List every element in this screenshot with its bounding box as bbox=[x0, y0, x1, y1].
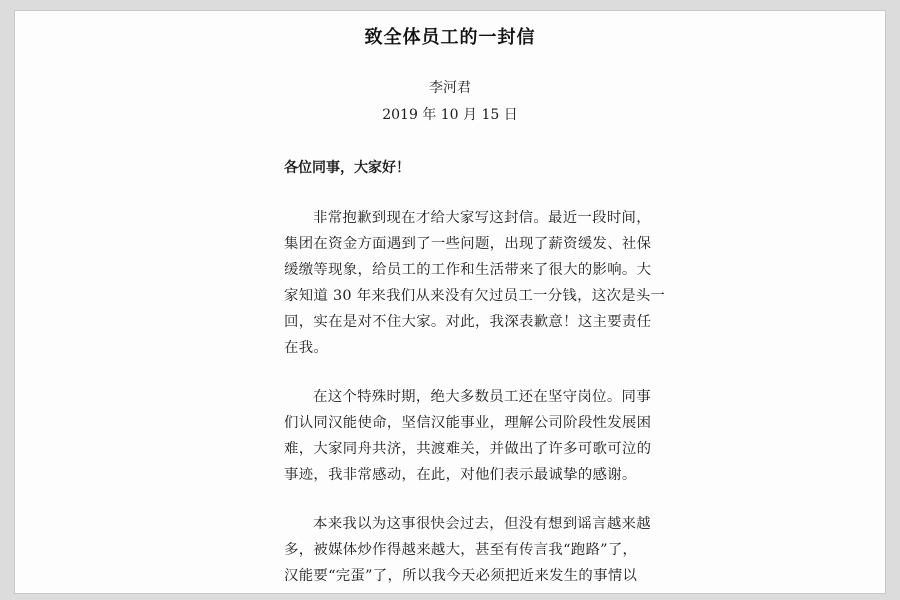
paragraph-line: 们认同汉能使命，坚信汉能事业，理解公司阶段性发展困 bbox=[284, 415, 652, 431]
letter-author: 李河君 bbox=[429, 80, 471, 96]
letter-page bbox=[14, 10, 886, 594]
paragraph-line: 事迹，我非常感动，在此，对他们表示最诚挚的感谢。 bbox=[284, 467, 637, 483]
paragraph-line: 集团在资金方面遇到了一些问题，出现了薪资缓发、社保 bbox=[284, 236, 652, 252]
letter-date: 2019 年 10 月 15 日 bbox=[382, 107, 518, 123]
paragraph-line: 多，被媒体炒作得越来越大，甚至有传言我“跑路”了， bbox=[284, 542, 638, 558]
paragraph-line: 非常抱歉到现在才给大家写这封信。最近一段时间， bbox=[313, 210, 651, 226]
paragraph-line: 难，大家同舟共济，共渡难关，并做出了许多可歌可泣的 bbox=[284, 441, 652, 457]
letter-greeting: 各位同事，大家好！ bbox=[284, 160, 410, 176]
paragraph-line: 汉能要“完蛋”了，所以我今天必须把近来发生的事情以 bbox=[284, 568, 638, 584]
paragraph-line: 家知道 30 年来我们从来没有欠过员工一分钱，这次是头一 bbox=[284, 288, 666, 304]
paragraph-line: 缓缴等现象，给员工的工作和生活带来了很大的影响。大 bbox=[284, 262, 652, 278]
paragraph-line: 回，实在是对不住大家。对此，我深表歉意！这主要责任 bbox=[284, 314, 652, 330]
letter-title: 致全体员工的一封信 bbox=[364, 27, 536, 48]
paragraph-2 bbox=[284, 384, 656, 488]
paragraph-1 bbox=[284, 205, 666, 361]
paragraph-line: 在这个特殊时期，绝大多数员工还在坚守岗位。同事 bbox=[313, 389, 651, 405]
paragraph-3 bbox=[284, 511, 656, 589]
paragraph-line: 在我。 bbox=[284, 340, 329, 356]
paragraph-line: 本来我以为这事很快会过去，但没有想到谣言越来越 bbox=[313, 516, 651, 532]
